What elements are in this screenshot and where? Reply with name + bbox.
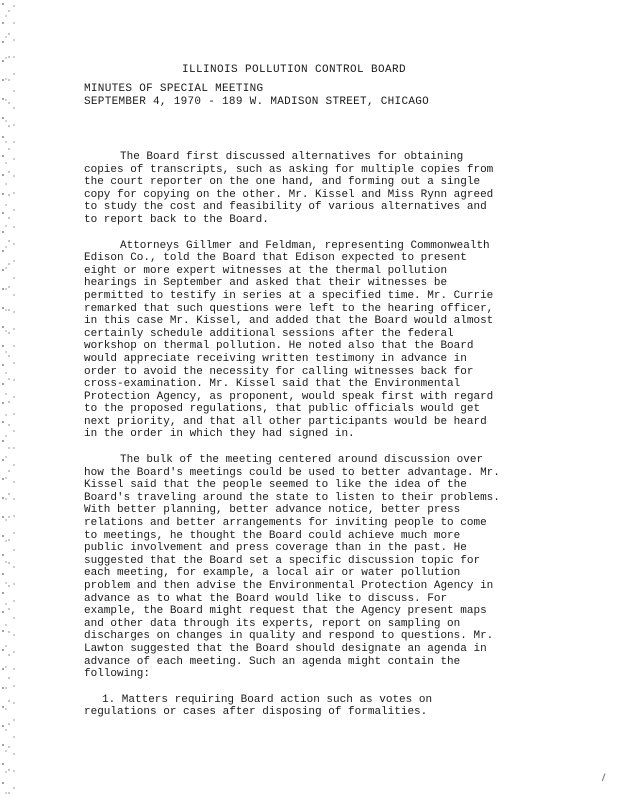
paragraph-board-meetings: The bulk of the meeting centered around discussion over how the Board's meetings could be used to better advantage. Mr. Kissel said that the people seemed to like the idea of the Board's traveling around the state to listen to their problems. With better planning, better advance notice, better press relations and better arrangements for inviting people to come to meetings, he thought the Board could achieve much more public involvement and press coverage than in the past. He suggested that the Board set a specific discussion topic for each meeting, for example, a local air or water pollution problem and then advise the Environmental Protection Agency in advance as to what the Board would like to discuss. For example, the Board might request that the Agency present maps and other data through its experts, report on sampling on discharges on changes in quality and respond to questions. Mr. Lawton suggested that the Board should designate an agenda in advance of each meeting. Such an agenda might contain the following:	[84, 454, 500, 681]
minutes-title: MINUTES OF SPECIAL MEETING	[84, 83, 264, 95]
minutes-body	[84, 151, 504, 719]
scan-edge-noise	[0, 0, 18, 800]
paragraph-edison-testimony: Attorneys Gillmer and Feldman, representing Commonwealth Edison Co., told the Board that Edison expected to present eight or more expert witnesses at the thermal pollution hearings in September and asked that their witnesses be permitted to testify in series at a specified time. Mr. Currie remarked that such questions were left to the hearing officer, in this case Mr. Kissel, and added that the Board would almost certainly schedule additional sessions after the federal workshop on thermal pollution. He noted also that the Board would appreciate receiving written testimony in advance in order to avoid the necessity for calling witnesses back for cross-examination. Mr. Kissel said that the Environmental Protection Agency, as proponent, would speak first with regard to the proposed regulations, that public officials would get next priority, and that all other participants would be heard in the order in which they had signed in.	[84, 239, 494, 441]
agency-heading: ILLINOIS POLLUTION CONTROL BOARD	[181, 64, 407, 76]
document-page	[84, 64, 504, 719]
meeting-date-location: SEPTEMBER 4, 1970 - 189 W. MADISON STREET, CHICAGO	[84, 96, 430, 108]
scan-mark	[602, 773, 609, 782]
paragraph-transcripts: The Board first discussed alternatives for obtaining copies of transcripts, such as asking for multiple copies from the court reporter on the one hand, and forming out a single copy for copying on the other. Mr. Kissel and Miss Rynn agreed to study the cost and feasibility of various alternatives and to report back to the Board.	[84, 151, 494, 226]
agenda-list-item: 1. Matters requiring Board action such as votes on regulations or cases after disposing of formalities.	[84, 693, 433, 719]
